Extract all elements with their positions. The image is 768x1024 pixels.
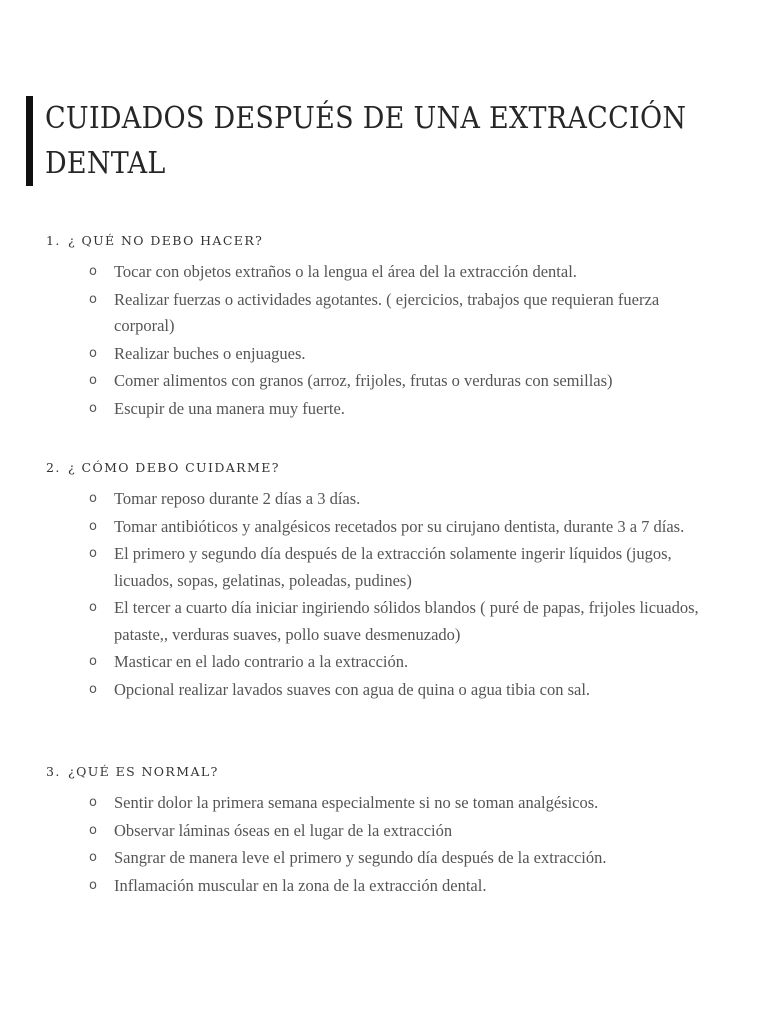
section-heading	[46, 764, 746, 784]
list-item	[46, 486, 714, 513]
list-item-text: Tomar reposo durante 2 días a 3 días.	[114, 489, 361, 508]
bullet-circle-icon: o	[89, 264, 97, 279]
list-item	[46, 368, 714, 395]
section-heading	[46, 233, 746, 253]
section-what-not-to-do	[46, 233, 746, 423]
list-item-text: Realizar fuerzas o actividades agotantes. ( ejercicios, trabajos que requieran fuerza corporal)	[114, 289, 660, 335]
list-item	[46, 259, 714, 286]
list-item	[46, 287, 714, 340]
bullet-circle-icon: o	[89, 400, 97, 416]
section-how-to-care	[46, 460, 746, 704]
bullet-circle-icon: o	[89, 877, 97, 893]
list-item-text: Comer alimentos con granos (arroz, frijoles, frutas o verduras con semillas)	[114, 371, 613, 390]
list-item	[46, 396, 714, 423]
list-item-text: El primero y segundo día después de la extracción solamente ingerir líquidos (jugos, licuados, sopas, gelatinas, poleadas, pudines)	[114, 544, 672, 590]
list-item-text: Tomar antibióticos y analgésicos recetados por su cirujano dentista, durante 3 a 7 días.	[114, 516, 685, 536]
list-item	[46, 649, 714, 676]
bullet-circle-icon: o	[89, 345, 97, 361]
section-title: ¿ QUÉ NO DEBO HACER?	[68, 233, 264, 248]
section-number: 2.	[46, 460, 61, 475]
list-item-text: Observar láminas óseas en el lugar de la extracción	[114, 820, 453, 840]
list-item	[46, 845, 714, 872]
bullet-circle-icon: o	[89, 681, 97, 697]
page-title: CUIDADOS DESPUÉS DE UNA EXTRACCIÓN DENTAL	[45, 101, 687, 181]
bullet-circle-icon: o	[89, 822, 97, 838]
section-number: 1.	[46, 233, 61, 248]
list-item-text: Escupir de una manera muy fuerte.	[114, 398, 345, 418]
bullet-circle-icon: o	[89, 546, 97, 561]
item-list	[46, 486, 746, 703]
bullet-circle-icon: o	[89, 373, 97, 388]
item-list	[46, 259, 746, 422]
section-title: ¿ CÓMO DEBO CUIDARME?	[68, 460, 280, 475]
list-item-text: Sangrar de manera leve el primero y segundo día después de la extracción.	[114, 848, 607, 867]
section-heading	[46, 460, 746, 480]
bullet-circle-icon: o	[89, 291, 97, 307]
list-item	[46, 514, 714, 541]
bullet-circle-icon: o	[89, 491, 97, 506]
section-title: ¿QUÉ ES NORMAL?	[68, 764, 219, 779]
item-list	[46, 790, 746, 899]
list-item	[46, 341, 714, 368]
bullet-circle-icon: o	[89, 600, 97, 615]
list-item-text: Inflamación muscular en la zona de la extracción dental.	[114, 875, 487, 895]
list-item-text: Tocar con objetos extraños o la lengua el área del la extracción dental.	[114, 262, 577, 281]
list-item-text: Realizar buches o enjuagues.	[114, 343, 306, 363]
bullet-circle-icon: o	[89, 654, 97, 669]
list-item	[46, 541, 714, 594]
list-item-text: Opcional realizar lavados suaves con agua de quina o agua tibia con sal.	[114, 679, 591, 699]
bullet-circle-icon: o	[89, 850, 97, 865]
list-item	[46, 677, 714, 704]
list-item	[46, 818, 714, 845]
section-number: 3.	[46, 764, 61, 779]
section-what-is-normal	[46, 764, 746, 900]
list-item	[46, 873, 714, 900]
list-item	[46, 595, 714, 648]
title-block	[26, 96, 745, 186]
list-item-text: Masticar en el lado contrario a la extracción.	[114, 652, 409, 671]
bullet-circle-icon: o	[89, 795, 97, 810]
list-item-text: El tercer a cuarto día iniciar ingiriendo sólidos blandos ( puré de papas, frijoles licuados, pataste,, verduras suaves, pollo suave desmenuzado)	[114, 598, 699, 644]
bullet-circle-icon: o	[89, 518, 97, 534]
list-item	[46, 790, 714, 817]
list-item-text: Sentir dolor la primera semana especialmente si no se toman analgésicos.	[114, 793, 599, 812]
